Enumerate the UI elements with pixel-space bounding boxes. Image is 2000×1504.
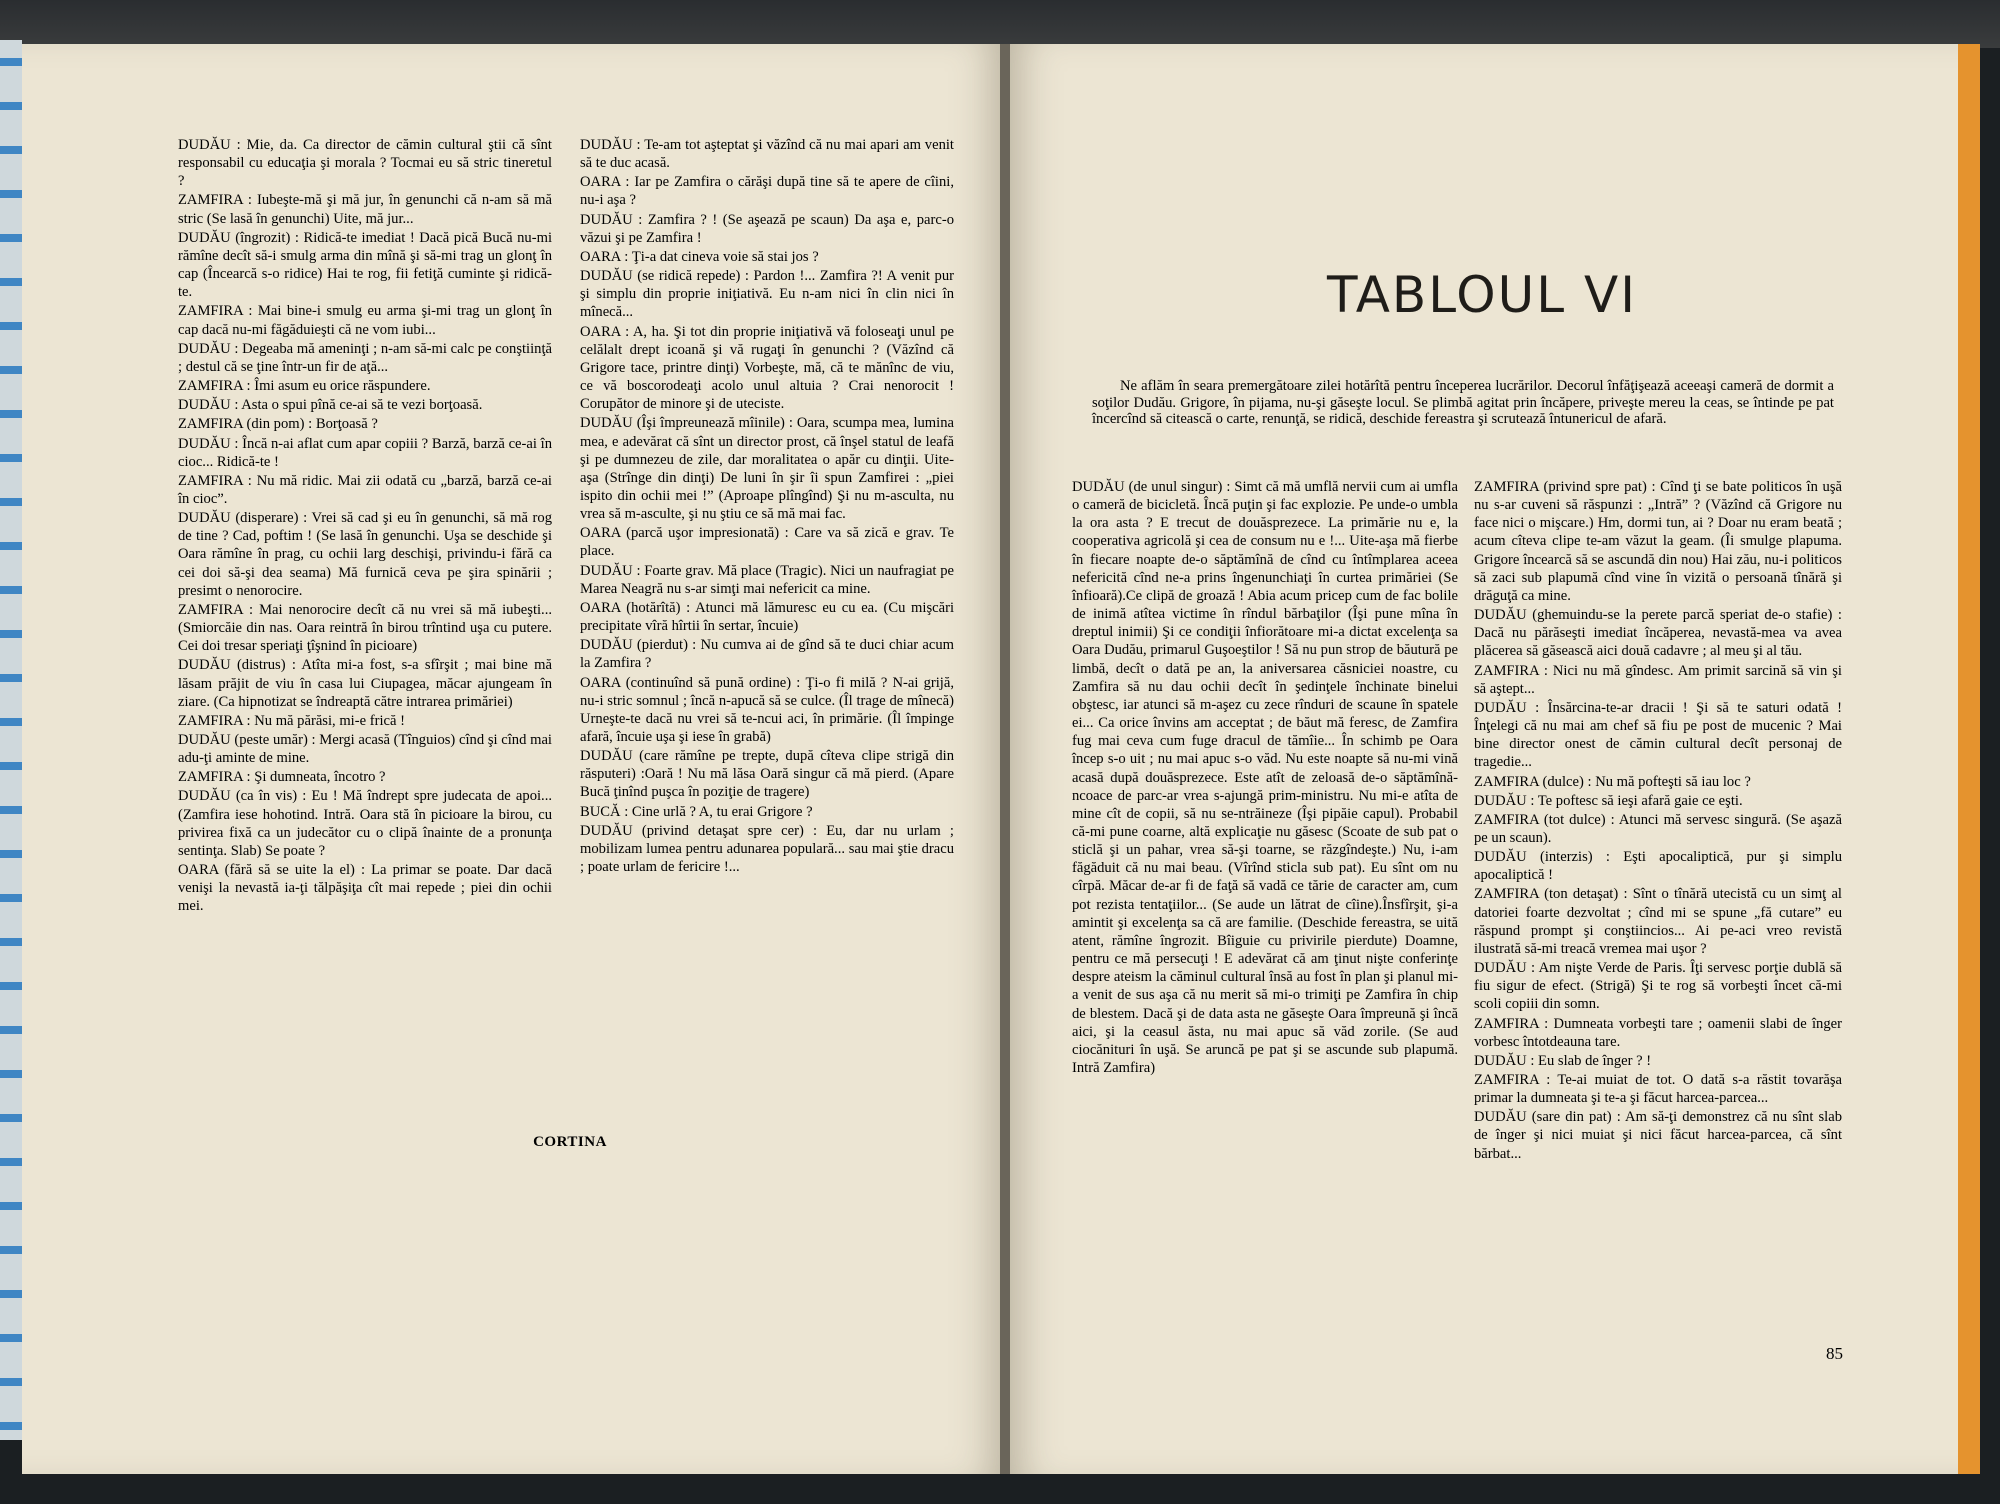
dialogue-paragraph: DUDĂU (Îşi împreunează mîinile) : Oara, scumpa mea, lumina mea, e adevărat că sînt un director prost, că înşel statul de leafă şi pe dumnezeu de zile, dar moralitatea o apăr cu dinţii. Uite-aşa (Strînge din dinţi) De luni în şir îi spun Zamfirei : „piei ispito din ochii mei !” (Aproape plîngînd) Şi nu m-asculta, nu vrea să m-asculte, şi nu ştiu ce să mă mai fac. xyxy=(580,415,954,523)
dialogue-paragraph: OARA : Iar pe Zamfira o cărăşi după tine să te apere de cîini, nu-i aşa ? xyxy=(580,174,954,209)
dialogue-paragraph: OARA (hotărîtă) : Atunci mă lămuresc eu cu ea. (Cu mişcări precipitate vîră hîrtii în sertar, încuie) xyxy=(580,599,954,635)
dialogue-paragraph: ZAMFIRA (dulce) : Nu mă pofteşti să iau loc ? xyxy=(1474,773,1751,790)
dialogue-paragraph: ZAMFIRA (tot dulce) : Atunci mă servesc singură. (Se aşază pe un scaun). xyxy=(1474,811,1842,846)
book-top-edge xyxy=(0,0,2000,48)
dialogue-paragraph: ZAMFIRA : Şi dumneata, încotro ? xyxy=(178,769,386,786)
dialogue-paragraph: OARA (parcă uşor impresionată) : Care va să zică e grav. Te place. xyxy=(580,525,954,560)
dialogue-paragraph: DUDĂU (ca în vis) : Eu ! Mă îndrept spre judecata de apoi... (Zamfira iese hohotind. Intră. Oara stă în picioare la birou, cu privirea fixă ca un judecător cu o clipă înainte de a pronunţa sentinţa. Slab) Se poate ? xyxy=(178,788,552,859)
dialogue-paragraph: ZAMFIRA : Nu mă ridic. Mai zii odată cu „barză, barză ce-ai în cioc”. xyxy=(178,472,552,507)
dialogue-paragraph: DUDĂU (distrus) : Atîta mi-a fost, s-a sfîrşit ; mai bine mă lăsam prăjit de viu în casa lui Ciupagea, măcar ajungeam în ziare. (Ca hipnotizat se îndreaptă către intrarea primăriei) xyxy=(178,657,552,710)
dialogue-paragraph: ZAMFIRA (privind spre pat) : Cînd ţi se bate politicos în uşă nu s-ar cuveni să răspunzi : „Intră” ? (Văzînd că Grigore nu face nici o mişcare.) Hm, dormi tun, ai ? Doar nu eram beată ; acum cîteva clipe te-am văzut la geam. (Îi smulge plapuma. Grigore încearcă să se ascundă din nou) Hai zău, nu-i politicos să zaci sub plapumă cînd vine în vizită o persoană tînără şi drăguţă ca mine. xyxy=(1474,479,1842,604)
curtain-label: CORTINA xyxy=(533,1134,607,1150)
dialogue-paragraph: ZAMFIRA : Dumneata vorbeşti tare ; oamenii slabi de înger vorbesc întotdeauna tare. xyxy=(1474,1015,1842,1050)
dialogue-paragraph: DUDĂU (se ridică repede) : Pardon !... Zamfira ?! A venit pur şi simplu din proprie iniţiativă. Eu n-am nici în clin nici în mînecă... xyxy=(580,268,954,321)
dialogue-paragraph: DUDĂU : Asta o spui pînă ce-ai să te vezi borţoasă. xyxy=(178,397,483,414)
dialogue-paragraph: ZAMFIRA : Nici nu mă gîndesc. Am primit sarcină să vin şi să aştept... xyxy=(1474,662,1842,697)
dialogue-paragraph: DUDĂU : Zamfira ? ! (Se aşează pe scaun) Da aşa e, parc-o văzui şi pe Zamfira ! xyxy=(580,211,954,246)
dialogue-paragraph: DUDĂU (disperare) : Vrei să cad şi eu în genunchi, să mă rog de tine ? Cad, poftim ! (Se lasă în genunchi. Uşa se deschide şi Oara rămîne în prag, cu ochii larg deschişi, privindu-i fără ca cei doi să-şi dea seama) Mă furnică ceva pe şira spinării ; presimt o nenorocire. xyxy=(178,510,552,599)
dialogue-paragraph: DUDĂU (sare din pat) : Am să-ţi demonstrez că nu sînt slab de înger şi nici muiat şi nici făcut harcea-parcea, că sînt bărbat... xyxy=(1474,1109,1842,1162)
binding-strip xyxy=(0,40,22,1440)
dialogue-paragraph: BUCĂ : Cine urlă ? A, tu erai Grigore ? xyxy=(580,803,813,820)
page-edge-tab xyxy=(1958,44,1980,1474)
scene-intro: Ne aflăm în seara premergătoare zilei hotărîtă pentru începerea lucrărilor. Decorul înfăţişează aceeaşi cameră de dormit a soţilor Dudău. Grigore, în pijama, nu-şi găseşte locul. Se plimbă agitat prin încăpere, priveşte mereu la ceas, se întinde pe pat încercînd să citească o carte, renunţă, se ridică, deschide fereastra şi scrutează întunericul de afară. xyxy=(1092,378,1834,428)
dialogue-paragraph: ZAMFIRA : Iubeşte-mă şi mă jur, în genunchi că n-am să mă stric (Se lasă în genunchi) Uite, mă jur... xyxy=(178,192,552,227)
dialogue-paragraph: DUDĂU (privind detaşat spre cer) : Eu, dar nu urlam ; mobilizam lumea pentru adunarea populară... sau mai ştie dracu ; poate urlam de fericire !... xyxy=(580,822,954,876)
dialogue-paragraph: DUDĂU (de unul singur) : Simt că mă umflă nervii cum ai umfla o cameră de bicicletă. Încă puţin şi fac explozie. Pe unde-o umbla la ora asta ? E trecut de douăsprezece. La primărie nu e, la cooperativa agricolă şi cea de consum nu e !... Uite-aşa mă fierbe în fiecare noapte de-o săptămînă de cînd cu întîmplarea aceea nefericită cînd ne-a prins îngenunchiaţi în curtea primăriei (Se înfioară).Ce clipă de groază ! Abia acum pricep cum de fac bolile de inimă atîtea victime în rîndul bărbaţilor (Îşi pune mîna în dreptul inimii) Şi ce condiţii înfiorătoare mi-a dictat excelenţa sa Oara Dudău, primarul Guşoeştilor ! Să nu pun strop de băutură pe limbă, decît o dată pe an, la aniversarea căsniciei noastre, cu Zamfira să nu dau ochii decît în şedinţele închinate binelui obştesc, iar atunci să m-aşez cu zece rînduri de scaune în spatele ei... Ca orice învins am acceptat ; de băut mă feresc, de Zamfira fug mai ceva cum fuge dracul de tămîie... În schimb pe Oara încep s-o uit ; nu mai apuc s-o văd. Nu este noapte să nu-mi vină acasă după douăsprezece. Este atît de zeloasă de-o săptămînă-ncoace de parc-ar vrea s-ajungă prim-ministru. Nu mi-e atîta de mine cît de copii, să nu se-ntrăineze (Îşi pipăie capul). Probabil că-mi pune coarne, altă explicaţie nu găsesc (Scoate de sub pat o sticlă şi un pahar, vrea să-şi toarne, se răzgîndeşte.) Nu, i-am făgăduit că nu mai beau. (Vîrînd sticla sub pat). Eu sînt om nu cîrpă. Măcar de-ar fi de faţă să vadă ce tărie de caracter am, cum pot rezista tentaţiilor... (Se aude un lătrat de cîine).Însfîrşit, şi-a amintit şi excelenţa sa că are familie. (Deschide fereastra, se uită atent, rămîne îngrozit. Bîiguie cu privirile pierdute) Doamne, pentru ce mă persecuţi ! E adevărat că am ţinut nişte conferinţe despre ateism la căminul cultural însă au fost în plan şi planul mi-a venit de sus aşa că nu merit să mi-o trimiţi pe Zamfira în chip de blestem. Dacă şi de data asta ne găseşte Oara împreună şi încă aici, şi la ceasul ăsta, nu mai apuc să văd zorile. (Se aud ciocănituri în uşă. Se aruncă pe pat şi se ascunde sub plapumă. Intră Zamfira) xyxy=(1072,479,1458,1076)
dialogue-paragraph: DUDĂU (peste umăr) : Mergi acasă (Tînguios) cînd şi cînd mai adu-ţi aminte de mine. xyxy=(178,732,552,767)
right-page-column-2 xyxy=(1474,478,1842,1164)
dialogue-paragraph: DUDĂU : Mie, da. Ca director de cămin cultural ştii că sînt responsabil cu educaţia şi morala ? Tocmai eu să stric tineretul ? xyxy=(178,137,552,190)
dialogue-paragraph: ZAMFIRA (ton detaşat) : Sînt o tînără utecistă cu un simţ al datoriei foarte dezvoltat ; cînd mi se spune „fă cutare” eu răspund prompt şi conştiincios... Ai pe-aci vreo revistă ilustrată să-mi treacă vremea mai uşor ? xyxy=(1474,886,1842,957)
dialogue-paragraph: ZAMFIRA : Mai bine-i smulg eu arma şi-mi trag un glonţ în cap dacă nu-mi făgăduieşti că ne vom iubi... xyxy=(178,303,552,338)
dialogue-paragraph: ZAMFIRA : Nu mă părăsi, mi-e frică ! xyxy=(178,712,405,729)
dialogue-paragraph: ZAMFIRA (din pom) : Borţoasă ? xyxy=(178,416,378,433)
dialogue-paragraph: DUDĂU (care rămîne pe trepte, după cîteva clipe strigă din răsputeri) :Oară ! Nu mă lăsa Oară singur că mă pierd. (Apare Bucă ţinînd puşca în poziţie de tragere) xyxy=(580,748,954,801)
dialogue-paragraph: DUDĂU (pierdut) : Nu cumva ai de gînd să te duci chiar acum la Zamfira ? xyxy=(580,637,954,672)
dialogue-paragraph: DUDĂU : Însărcina-te-ar dracii ! Şi să te saturi odată ! Înţelegi că nu mai am chef să fiu pe post de mucenic ? Mai bine director onest de cămin cultural decît personaj de tragedie... xyxy=(1474,699,1842,771)
right-page-column-1 xyxy=(1072,478,1458,1078)
dialogue-paragraph: DUDĂU : Degeaba mă ameninţi ; n-am să-mi calc pe conştiinţă ; destul că se ţine într-un fir de aţă... xyxy=(178,340,552,375)
dialogue-paragraph: DUDĂU (ghemuindu-se la perete parcă speriat de-o stafie) : Dacă nu părăseşti imediat încăperea, nevastă-mea va avea plăcerea să găsească aici două cadavre ; al meu şi al tău. xyxy=(1474,607,1842,660)
dialogue-paragraph: DUDĂU : Te-am tot aşteptat şi văzînd că nu mai apari am venit să te duc acasă. xyxy=(580,137,954,172)
dialogue-paragraph: DUDĂU : Am nişte Verde de Paris. Îţi servesc porţie dublă să fiu sigur de efect. (Strigă) Şi te rog să vorbeşti încet că-mi scoli copiii din somn. xyxy=(1474,960,1842,1013)
page-number: 85 xyxy=(1826,1344,1843,1363)
dialogue-paragraph: OARA : A, ha. Şi tot din proprie iniţiativă vă foloseaţi unul pe celălalt drept icoană şi vă rugaţi în genunchi ? (Văzînd că Grigore tace, printre dinţi) Vorbeşte, mă, că te mănînc de viu, ce vă boscorodeaţi acolo unul altuia ? Crai nenorocit ! Corupător de minore şi de uteciste. xyxy=(580,323,954,413)
dialogue-paragraph: DUDĂU (îngrozit) : Ridică-te imediat ! Dacă pică Bucă nu-mi rămîne decît să-i smulg arma din mînă şi să-mi trag un glonţ în cap (Încearcă s-o ridice) Hai te rog, fii fetiţă cuminte şi ridică-te. xyxy=(178,229,552,301)
dialogue-paragraph: OARA : Ţi-a dat cineva voie să stai jos ? xyxy=(580,248,819,265)
dialogue-paragraph: OARA (continuînd să pună ordine) : Ţi-o fi milă ? N-ai grijă, nu-i stric somnul ; încă n-apucă să se culce. (Îl trage de mînecă) Urneşte-te dacă nu vrei să te-ncui aci, în primărie. (Îl împinge afară, încuie uşa şi iese în grabă) xyxy=(580,674,954,745)
dialogue-paragraph: DUDĂU : Eu slab de înger ? ! xyxy=(1474,1052,1652,1069)
dialogue-paragraph: ZAMFIRA : Mai nenorocire decît că nu vrei să mă iubeşti... (Smiorcăie din nas. Oara reintră în birou trîntind uşa cu putere. Cei doi tresar speriaţi ţîşnind în picioare) xyxy=(178,601,552,655)
left-page-column-1 xyxy=(178,136,552,917)
dialogue-paragraph: DUDĂU : Încă n-ai aflat cum apar copiii ? Barză, barză ce-ai în cioc... Ridică-te ! xyxy=(178,435,552,470)
left-page-column-2 xyxy=(580,136,954,877)
page-title: TABLOUL VI xyxy=(1327,266,1637,324)
dialogue-paragraph: OARA (fără să se uite la el) : La primar se poate. Dar dacă venişi la nevastă ia-ţi tălpăşiţa cît mai repede ; piei din ochii mei. xyxy=(178,862,552,915)
dialogue-paragraph: ZAMFIRA : Îmi asum eu orice răspundere. xyxy=(178,378,431,395)
dialogue-paragraph: ZAMFIRA : Te-ai muiat de tot. O dată s-a răstit tovarăşa primar la dumneata şi te-a şi făcut harcea-parcea... xyxy=(1474,1072,1842,1107)
dialogue-paragraph: DUDĂU : Foarte grav. Mă place (Tragic). Nici un naufragiat pe Marea Neagră nu s-ar simţi mai nefericit ca mine. xyxy=(580,562,954,597)
dialogue-paragraph: DUDĂU : Te poftesc să ieşi afară gaie ce eşti. xyxy=(1474,792,1743,809)
dialogue-paragraph: DUDĂU (interzis) : Eşti apocaliptică, pur şi simplu apocaliptică ! xyxy=(1474,849,1842,884)
